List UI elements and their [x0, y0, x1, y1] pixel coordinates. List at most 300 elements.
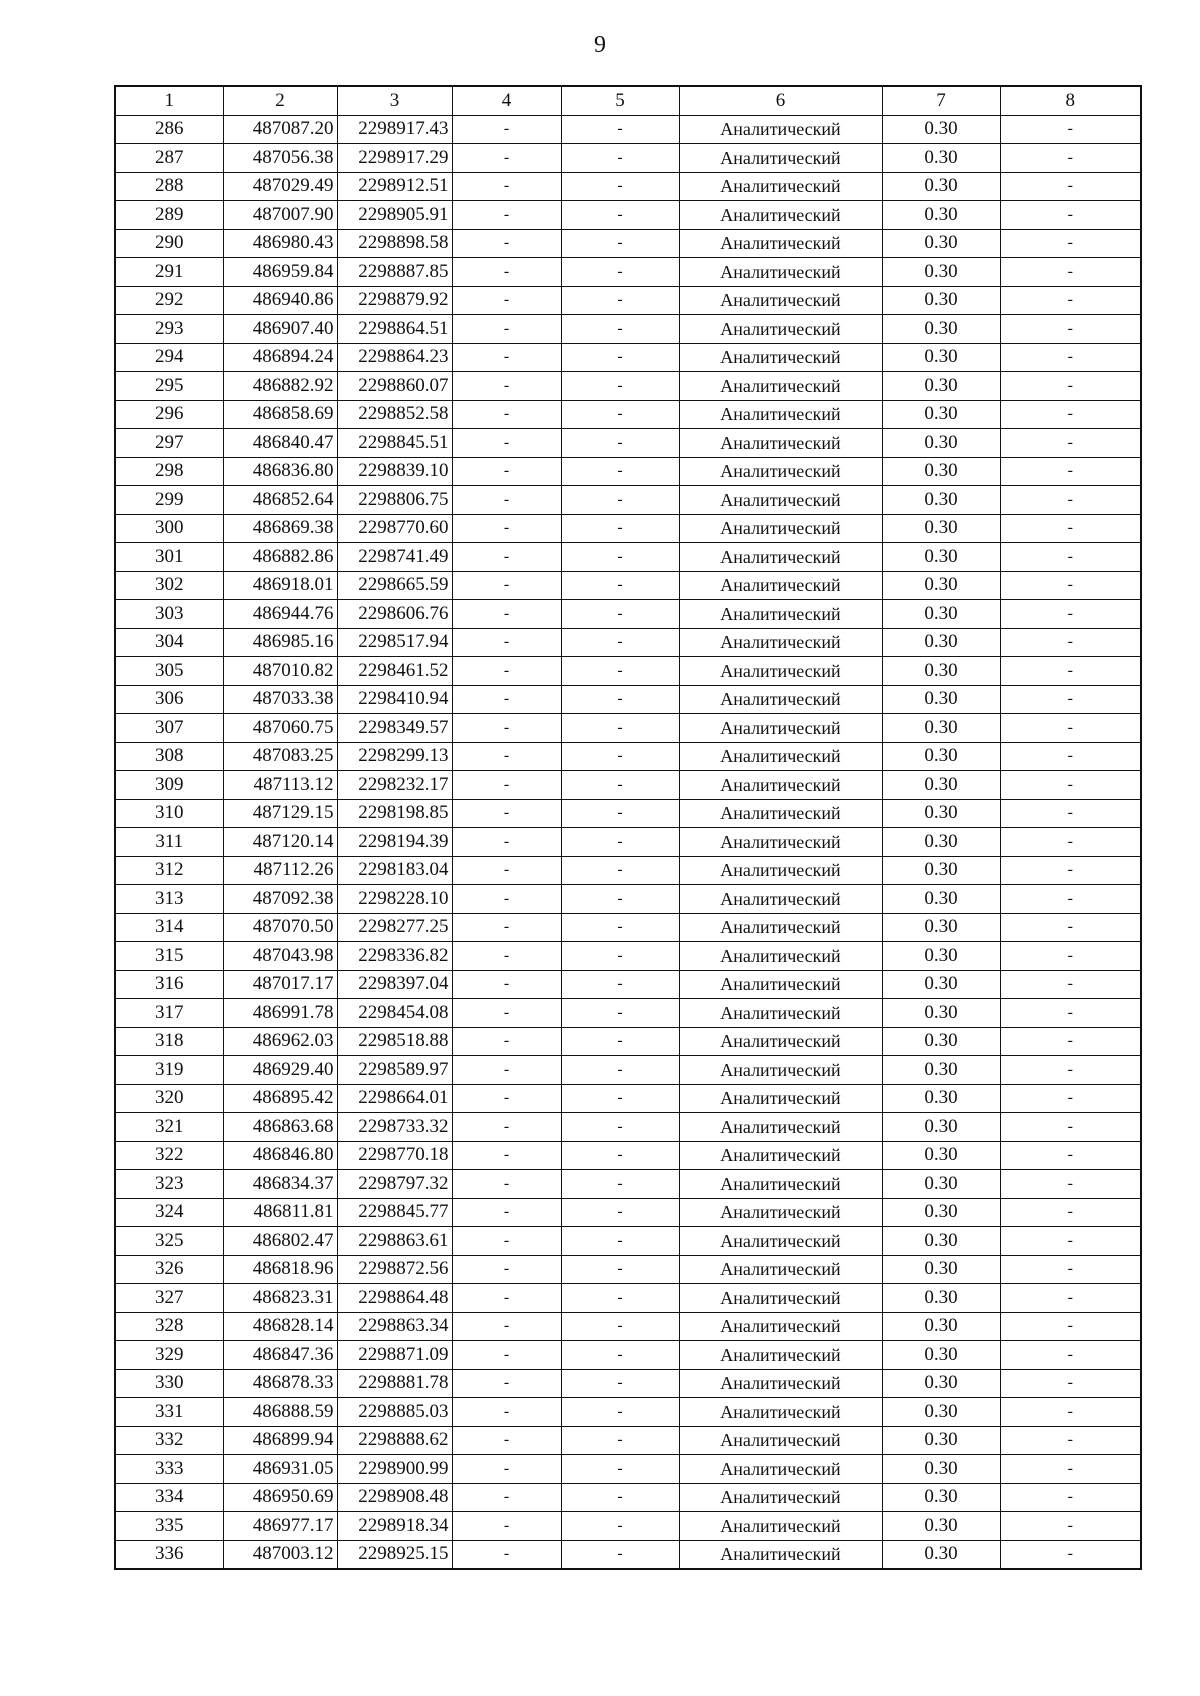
- accuracy-cell: 0.30: [882, 571, 1000, 600]
- x-coordinate-cell: 486950.69: [223, 1483, 337, 1512]
- column-8-cell: -: [1000, 1540, 1141, 1569]
- point-number-cell: 323: [115, 1170, 223, 1199]
- accuracy-cell: 0.30: [882, 856, 1000, 885]
- column-8-cell: -: [1000, 885, 1141, 914]
- point-number-cell: 309: [115, 771, 223, 800]
- column-8-cell: -: [1000, 457, 1141, 486]
- point-number-cell: 298: [115, 457, 223, 486]
- column-5-cell: -: [561, 970, 679, 999]
- accuracy-cell: 0.30: [882, 799, 1000, 828]
- accuracy-cell: 0.30: [882, 1341, 1000, 1370]
- table-row: [115, 1512, 1141, 1541]
- x-coordinate-cell: 486847.36: [223, 1341, 337, 1370]
- point-number-cell: 291: [115, 258, 223, 287]
- column-8-cell: -: [1000, 1113, 1141, 1142]
- method-cell: Аналитический: [679, 1398, 882, 1427]
- table-row: [115, 600, 1141, 629]
- table-row: [115, 999, 1141, 1028]
- y-coordinate-cell: 2298770.60: [337, 514, 452, 543]
- column-5-cell: -: [561, 229, 679, 258]
- y-coordinate-cell: 2298917.43: [337, 115, 452, 144]
- method-cell: Аналитический: [679, 1455, 882, 1484]
- x-coordinate-cell: 486929.40: [223, 1056, 337, 1085]
- y-coordinate-cell: 2298912.51: [337, 172, 452, 201]
- accuracy-cell: 0.30: [882, 429, 1000, 458]
- accuracy-cell: 0.30: [882, 1056, 1000, 1085]
- accuracy-cell: 0.30: [882, 514, 1000, 543]
- column-5-cell: -: [561, 1512, 679, 1541]
- point-number-cell: 295: [115, 372, 223, 401]
- table-row: [115, 1141, 1141, 1170]
- accuracy-cell: 0.30: [882, 1113, 1000, 1142]
- method-cell: Аналитический: [679, 372, 882, 401]
- column-8-cell: -: [1000, 115, 1141, 144]
- column-4-cell: -: [452, 1512, 561, 1541]
- point-number-cell: 333: [115, 1455, 223, 1484]
- column-4-cell: -: [452, 1284, 561, 1313]
- column-4-cell: -: [452, 1255, 561, 1284]
- method-cell: Аналитический: [679, 600, 882, 629]
- y-coordinate-cell: 2298925.15: [337, 1540, 452, 1569]
- table-row: [115, 1170, 1141, 1199]
- method-cell: Аналитический: [679, 1284, 882, 1313]
- table-row: [115, 400, 1141, 429]
- column-8-cell: -: [1000, 1084, 1141, 1113]
- column-4-cell: -: [452, 1141, 561, 1170]
- column-8-cell: -: [1000, 1455, 1141, 1484]
- accuracy-cell: 0.30: [882, 229, 1000, 258]
- column-5-cell: -: [561, 1483, 679, 1512]
- accuracy-cell: 0.30: [882, 343, 1000, 372]
- table-row: [115, 913, 1141, 942]
- column-5-cell: -: [561, 657, 679, 686]
- column-4-cell: -: [452, 429, 561, 458]
- column-4-cell: -: [452, 1483, 561, 1512]
- y-coordinate-cell: 2298606.76: [337, 600, 452, 629]
- column-5-cell: -: [561, 1227, 679, 1256]
- table-row: [115, 657, 1141, 686]
- column-5-cell: -: [561, 172, 679, 201]
- accuracy-cell: 0.30: [882, 999, 1000, 1028]
- table-row: [115, 856, 1141, 885]
- method-cell: Аналитический: [679, 742, 882, 771]
- accuracy-cell: 0.30: [882, 400, 1000, 429]
- x-coordinate-cell: 486894.24: [223, 343, 337, 372]
- x-coordinate-cell: 487113.12: [223, 771, 337, 800]
- point-number-cell: 306: [115, 685, 223, 714]
- point-number-cell: 321: [115, 1113, 223, 1142]
- point-number-cell: 324: [115, 1198, 223, 1227]
- column-4-cell: -: [452, 771, 561, 800]
- column-4-cell: -: [452, 1369, 561, 1398]
- method-cell: Аналитический: [679, 1255, 882, 1284]
- column-5-cell: -: [561, 286, 679, 315]
- x-coordinate-cell: 486985.16: [223, 628, 337, 657]
- y-coordinate-cell: 2298228.10: [337, 885, 452, 914]
- column-8-cell: -: [1000, 543, 1141, 572]
- method-cell: Аналитический: [679, 315, 882, 344]
- column-5-cell: -: [561, 1113, 679, 1142]
- column-4-cell: -: [452, 1426, 561, 1455]
- column-5-cell: -: [561, 1398, 679, 1427]
- point-number-cell: 325: [115, 1227, 223, 1256]
- accuracy-cell: 0.30: [882, 486, 1000, 515]
- y-coordinate-cell: 2298410.94: [337, 685, 452, 714]
- table-row: [115, 799, 1141, 828]
- method-cell: Аналитический: [679, 543, 882, 572]
- accuracy-cell: 0.30: [882, 1255, 1000, 1284]
- column-8-cell: -: [1000, 486, 1141, 515]
- column-5-cell: -: [561, 628, 679, 657]
- y-coordinate-cell: 2298741.49: [337, 543, 452, 572]
- x-coordinate-cell: 487003.12: [223, 1540, 337, 1569]
- column-4-cell: -: [452, 172, 561, 201]
- point-number-cell: 288: [115, 172, 223, 201]
- x-coordinate-cell: 486852.64: [223, 486, 337, 515]
- accuracy-cell: 0.30: [882, 1369, 1000, 1398]
- table-row: [115, 885, 1141, 914]
- column-8-cell: -: [1000, 999, 1141, 1028]
- point-number-cell: 327: [115, 1284, 223, 1313]
- column-4-cell: -: [452, 1455, 561, 1484]
- accuracy-cell: 0.30: [882, 286, 1000, 315]
- x-coordinate-cell: 486846.80: [223, 1141, 337, 1170]
- x-coordinate-cell: 486828.14: [223, 1312, 337, 1341]
- column-8-cell: -: [1000, 856, 1141, 885]
- header-cell: 3: [337, 86, 452, 115]
- method-cell: Аналитический: [679, 714, 882, 743]
- table-row: [115, 771, 1141, 800]
- table-row: [115, 1455, 1141, 1484]
- column-4-cell: -: [452, 600, 561, 629]
- point-number-cell: 294: [115, 343, 223, 372]
- accuracy-cell: 0.30: [882, 144, 1000, 173]
- table-row: [115, 1227, 1141, 1256]
- x-coordinate-cell: 486840.47: [223, 429, 337, 458]
- point-number-cell: 293: [115, 315, 223, 344]
- point-number-cell: 301: [115, 543, 223, 572]
- table-row: [115, 486, 1141, 515]
- accuracy-cell: 0.30: [882, 828, 1000, 857]
- column-5-cell: -: [561, 115, 679, 144]
- header-cell: 5: [561, 86, 679, 115]
- y-coordinate-cell: 2298194.39: [337, 828, 452, 857]
- table-row: [115, 1084, 1141, 1113]
- coordinates-table: [114, 85, 1142, 1570]
- x-coordinate-cell: 486940.86: [223, 286, 337, 315]
- y-coordinate-cell: 2298517.94: [337, 628, 452, 657]
- accuracy-cell: 0.30: [882, 628, 1000, 657]
- y-coordinate-cell: 2298863.34: [337, 1312, 452, 1341]
- y-coordinate-cell: 2298183.04: [337, 856, 452, 885]
- x-coordinate-cell: 486823.31: [223, 1284, 337, 1313]
- column-4-cell: -: [452, 1398, 561, 1427]
- table-row: [115, 429, 1141, 458]
- accuracy-cell: 0.30: [882, 1483, 1000, 1512]
- y-coordinate-cell: 2298299.13: [337, 742, 452, 771]
- table-row: [115, 1369, 1141, 1398]
- method-cell: Аналитический: [679, 400, 882, 429]
- column-4-cell: -: [452, 1198, 561, 1227]
- column-8-cell: -: [1000, 1027, 1141, 1056]
- accuracy-cell: 0.30: [882, 1455, 1000, 1484]
- table-row: [115, 828, 1141, 857]
- table-row: [115, 543, 1141, 572]
- y-coordinate-cell: 2298277.25: [337, 913, 452, 942]
- column-4-cell: -: [452, 1113, 561, 1142]
- header-cell: 2: [223, 86, 337, 115]
- column-5-cell: -: [561, 457, 679, 486]
- y-coordinate-cell: 2298864.51: [337, 315, 452, 344]
- x-coordinate-cell: 487033.38: [223, 685, 337, 714]
- method-cell: Аналитический: [679, 628, 882, 657]
- table-row: [115, 1113, 1141, 1142]
- point-number-cell: 286: [115, 115, 223, 144]
- method-cell: Аналитический: [679, 885, 882, 914]
- column-4-cell: -: [452, 657, 561, 686]
- table-row: [115, 457, 1141, 486]
- column-4-cell: -: [452, 828, 561, 857]
- table-row: [115, 1027, 1141, 1056]
- column-8-cell: -: [1000, 514, 1141, 543]
- column-8-cell: -: [1000, 201, 1141, 230]
- x-coordinate-cell: 487007.90: [223, 201, 337, 230]
- x-coordinate-cell: 486818.96: [223, 1255, 337, 1284]
- x-coordinate-cell: 487070.50: [223, 913, 337, 942]
- method-cell: Аналитический: [679, 514, 882, 543]
- method-cell: Аналитический: [679, 286, 882, 315]
- x-coordinate-cell: 486962.03: [223, 1027, 337, 1056]
- table-row: [115, 144, 1141, 173]
- header-cell: 4: [452, 86, 561, 115]
- table-row: [115, 571, 1141, 600]
- column-4-cell: -: [452, 628, 561, 657]
- table-header: [115, 86, 1141, 115]
- table-row: [115, 115, 1141, 144]
- table-row: [115, 685, 1141, 714]
- accuracy-cell: 0.30: [882, 1398, 1000, 1427]
- column-8-cell: -: [1000, 258, 1141, 287]
- column-4-cell: -: [452, 258, 561, 287]
- table-row: [115, 514, 1141, 543]
- column-8-cell: -: [1000, 144, 1141, 173]
- x-coordinate-cell: 486944.76: [223, 600, 337, 629]
- y-coordinate-cell: 2298589.97: [337, 1056, 452, 1085]
- accuracy-cell: 0.30: [882, 457, 1000, 486]
- x-coordinate-cell: 486980.43: [223, 229, 337, 258]
- column-4-cell: -: [452, 115, 561, 144]
- y-coordinate-cell: 2298863.61: [337, 1227, 452, 1256]
- column-5-cell: -: [561, 1284, 679, 1313]
- column-5-cell: -: [561, 1369, 679, 1398]
- x-coordinate-cell: 487112.26: [223, 856, 337, 885]
- column-5-cell: -: [561, 771, 679, 800]
- table-row: [115, 1398, 1141, 1427]
- column-4-cell: -: [452, 799, 561, 828]
- column-5-cell: -: [561, 144, 679, 173]
- accuracy-cell: 0.30: [882, 1512, 1000, 1541]
- column-8-cell: -: [1000, 400, 1141, 429]
- accuracy-cell: 0.30: [882, 1426, 1000, 1455]
- table-row: [115, 286, 1141, 315]
- column-4-cell: -: [452, 714, 561, 743]
- y-coordinate-cell: 2298518.88: [337, 1027, 452, 1056]
- y-coordinate-cell: 2298232.17: [337, 771, 452, 800]
- accuracy-cell: 0.30: [882, 942, 1000, 971]
- table-row: [115, 343, 1141, 372]
- point-number-cell: 311: [115, 828, 223, 857]
- table-row: [115, 201, 1141, 230]
- accuracy-cell: 0.30: [882, 1084, 1000, 1113]
- point-number-cell: 330: [115, 1369, 223, 1398]
- column-5-cell: -: [561, 1084, 679, 1113]
- point-number-cell: 296: [115, 400, 223, 429]
- column-5-cell: -: [561, 799, 679, 828]
- table-row: [115, 970, 1141, 999]
- point-number-cell: 308: [115, 742, 223, 771]
- accuracy-cell: 0.30: [882, 1198, 1000, 1227]
- y-coordinate-cell: 2298908.48: [337, 1483, 452, 1512]
- point-number-cell: 307: [115, 714, 223, 743]
- method-cell: Аналитический: [679, 486, 882, 515]
- column-8-cell: -: [1000, 343, 1141, 372]
- method-cell: Аналитический: [679, 771, 882, 800]
- column-5-cell: -: [561, 258, 679, 287]
- x-coordinate-cell: 487087.20: [223, 115, 337, 144]
- column-8-cell: -: [1000, 714, 1141, 743]
- method-cell: Аналитический: [679, 258, 882, 287]
- accuracy-cell: 0.30: [882, 742, 1000, 771]
- x-coordinate-cell: 487010.82: [223, 657, 337, 686]
- x-coordinate-cell: 487129.15: [223, 799, 337, 828]
- column-8-cell: -: [1000, 1312, 1141, 1341]
- column-5-cell: -: [561, 742, 679, 771]
- column-8-cell: -: [1000, 1284, 1141, 1313]
- method-cell: Аналитический: [679, 1227, 882, 1256]
- point-number-cell: 336: [115, 1540, 223, 1569]
- accuracy-cell: 0.30: [882, 714, 1000, 743]
- method-cell: Аналитический: [679, 172, 882, 201]
- point-number-cell: 305: [115, 657, 223, 686]
- y-coordinate-cell: 2298905.91: [337, 201, 452, 230]
- point-number-cell: 331: [115, 1398, 223, 1427]
- column-4-cell: -: [452, 372, 561, 401]
- point-number-cell: 304: [115, 628, 223, 657]
- column-4-cell: -: [452, 1312, 561, 1341]
- column-4-cell: -: [452, 571, 561, 600]
- table-row: [115, 742, 1141, 771]
- header-cell: 7: [882, 86, 1000, 115]
- accuracy-cell: 0.30: [882, 685, 1000, 714]
- column-5-cell: -: [561, 913, 679, 942]
- method-cell: Аналитический: [679, 999, 882, 1028]
- method-cell: Аналитический: [679, 1540, 882, 1569]
- column-5-cell: -: [561, 1027, 679, 1056]
- table-row: [115, 315, 1141, 344]
- column-5-cell: -: [561, 1141, 679, 1170]
- column-5-cell: -: [561, 1056, 679, 1085]
- point-number-cell: 312: [115, 856, 223, 885]
- y-coordinate-cell: 2298900.99: [337, 1455, 452, 1484]
- x-coordinate-cell: 486899.94: [223, 1426, 337, 1455]
- column-8-cell: -: [1000, 172, 1141, 201]
- column-4-cell: -: [452, 742, 561, 771]
- column-5-cell: -: [561, 885, 679, 914]
- point-number-cell: 303: [115, 600, 223, 629]
- column-4-cell: -: [452, 400, 561, 429]
- accuracy-cell: 0.30: [882, 1312, 1000, 1341]
- point-number-cell: 299: [115, 486, 223, 515]
- column-8-cell: -: [1000, 742, 1141, 771]
- column-5-cell: -: [561, 1255, 679, 1284]
- point-number-cell: 326: [115, 1255, 223, 1284]
- column-8-cell: -: [1000, 1512, 1141, 1541]
- x-coordinate-cell: 486991.78: [223, 999, 337, 1028]
- accuracy-cell: 0.30: [882, 201, 1000, 230]
- column-4-cell: -: [452, 1341, 561, 1370]
- table-row: [115, 229, 1141, 258]
- point-number-cell: 332: [115, 1426, 223, 1455]
- column-8-cell: -: [1000, 1141, 1141, 1170]
- table-row: [115, 1198, 1141, 1227]
- table-row: [115, 714, 1141, 743]
- x-coordinate-cell: 486811.81: [223, 1198, 337, 1227]
- point-number-cell: 292: [115, 286, 223, 315]
- column-5-cell: -: [561, 1426, 679, 1455]
- table-row: [115, 628, 1141, 657]
- y-coordinate-cell: 2298454.08: [337, 999, 452, 1028]
- accuracy-cell: 0.30: [882, 543, 1000, 572]
- table-row: [115, 1341, 1141, 1370]
- page-number: 9: [594, 32, 606, 58]
- column-8-cell: -: [1000, 315, 1141, 344]
- accuracy-cell: 0.30: [882, 372, 1000, 401]
- table-row: [115, 372, 1141, 401]
- x-coordinate-cell: 486931.05: [223, 1455, 337, 1484]
- x-coordinate-cell: 486836.80: [223, 457, 337, 486]
- column-4-cell: -: [452, 457, 561, 486]
- column-4-cell: -: [452, 970, 561, 999]
- x-coordinate-cell: 486834.37: [223, 1170, 337, 1199]
- column-8-cell: -: [1000, 657, 1141, 686]
- column-4-cell: -: [452, 1084, 561, 1113]
- x-coordinate-cell: 486878.33: [223, 1369, 337, 1398]
- column-5-cell: -: [561, 1341, 679, 1370]
- method-cell: Аналитический: [679, 1341, 882, 1370]
- column-4-cell: -: [452, 543, 561, 572]
- column-4-cell: -: [452, 201, 561, 230]
- method-cell: Аналитический: [679, 657, 882, 686]
- column-5-cell: -: [561, 372, 679, 401]
- method-cell: Аналитический: [679, 856, 882, 885]
- header-cell: 6: [679, 86, 882, 115]
- column-5-cell: -: [561, 828, 679, 857]
- column-8-cell: -: [1000, 229, 1141, 258]
- point-number-cell: 314: [115, 913, 223, 942]
- column-4-cell: -: [452, 144, 561, 173]
- column-8-cell: -: [1000, 1255, 1141, 1284]
- method-cell: Аналитический: [679, 1056, 882, 1085]
- y-coordinate-cell: 2298887.85: [337, 258, 452, 287]
- point-number-cell: 310: [115, 799, 223, 828]
- point-number-cell: 316: [115, 970, 223, 999]
- y-coordinate-cell: 2298839.10: [337, 457, 452, 486]
- x-coordinate-cell: 486882.92: [223, 372, 337, 401]
- point-number-cell: 289: [115, 201, 223, 230]
- y-coordinate-cell: 2298881.78: [337, 1369, 452, 1398]
- column-4-cell: -: [452, 1540, 561, 1569]
- y-coordinate-cell: 2298397.04: [337, 970, 452, 999]
